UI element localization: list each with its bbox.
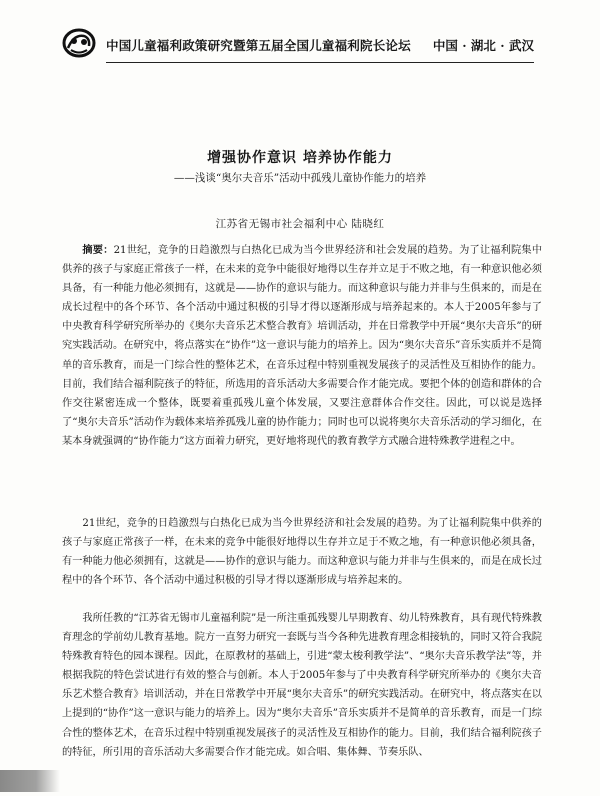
abstract-label: 摘要： bbox=[82, 244, 114, 256]
abstract-text: 21世纪，竞争的日趋激烈与白热化已成为当今世界经济和社会发展的趋势。为了让福利院集中供养的孩子与家庭正常孩子一样，在未来的竞争中能很好地得以生存并立足于不败之地，有一种意识他必须具备，有一种能力他必须拥有，这就是——协作的意识与能力。而这种意识与能力并非与生俱来的，而是在成长过程中的各个环节、各个活动中通过积极的引导才得以逐渐形成与培养起来的。本人于2005年参与了中央教育科学研究所举办的《奥尔夫音乐艺术整合教育》培训活动，并在日常教学中开展“奥尔夫音乐”的研究实践活动。在研究中，将点落实在“协作”这一意识与能力的培养上。因为“奥尔夫音乐”音乐实质并不是简单的音乐教育，而是一门综合性的整体艺术，在音乐过程中特别重视发展孩子的灵活性及互相协作的能力。目前，我们结合福利院孩子的特征，所选用的音乐活动大多需要合作才能完成。要把个体的创造和群体的合作交往紧密连成一个整体，既要着重孤残儿童个体发展，又要注意群体合作交往。因此，可以说是选择了“奥尔夫音乐”活动作为载体来培养孤残儿童的协作能力；同时也可以说将奥尔夫音乐活动的学习细化，在某本身就强调的“协作能力”这方面着力研究，更好地将现代的教育教学方式融合进特殊教学进程之中。 bbox=[62, 245, 543, 447]
header-rule bbox=[106, 62, 534, 63]
conference-title: 中国儿童福利政策研究暨第五届全国儿童福利院长论坛 bbox=[106, 38, 411, 53]
author-affiliation: 江苏省无锡市社会福利中心 陆晓红 bbox=[215, 218, 385, 230]
running-header bbox=[62, 28, 534, 60]
article-title: 增强协作意识 培养协作能力 bbox=[207, 150, 393, 166]
conference-location: 中国 · 湖北 · 武汉 bbox=[432, 38, 534, 53]
body-paragraph-2: 我所任教的“江苏省无锡市儿童福利院”是一所注重孤残婴儿早期教育、幼儿特殊教育，具有现代特殊教育理念的学前幼儿教育基地。院方一直努力研究一套既与当今各种先进教育理念相接轨的，同时又符合我院特殊教育特色的园本课程。因此，在原教材的基础上，引进“蒙太梭利教学法”、“奥尔夫音乐教学法”等，并根据我院的特色尝试进行有效的整合与创新。本人于2005年参与了中央教育科学研究所举办的《奥尔夫音乐艺术整合教育》培训活动，并在日常教学中开展“奥尔夫音乐”的研究实践活动。在研究中，将点落实在以上提到的“协作”这一意识与能力的培养上。因为“奥尔夫音乐”音乐实质并不是简单的音乐教育，而是一门综合性的整体艺术，在音乐过程中特别重视发展孩子的灵活性及互相协作的能力。目前，我们结合福利院孩子的特征，所引用的音乐活动大多需要合作才能完成。如合唱、集体舞、节奏乐队、 bbox=[62, 613, 542, 758]
article-subtitle: ——浅谈“奥尔夫音乐”活动中孤残儿童协作能力的培养 bbox=[173, 172, 427, 184]
abstract bbox=[62, 241, 542, 451]
body-paragraph-1: 21世纪，竞争的日趋激烈与白热化已成为当今世界经济和社会发展的趋势。为了让福利院集中供养的孩子与家庭正常孩子一样，在未来的竞争中能很好地得以生存并立足于不败之地，有一种意识他必须具备，有一种能力他必须拥有，这就是——协作的意识与能力。而这种意识与能力并非与生俱来的，而是在成长过程中的各个环节、各个活动中通过积极的引导才得以逐渐形成与培养起来的。 bbox=[62, 518, 542, 587]
scan-smudge bbox=[0, 770, 60, 792]
conference-logo-icon bbox=[62, 28, 96, 58]
